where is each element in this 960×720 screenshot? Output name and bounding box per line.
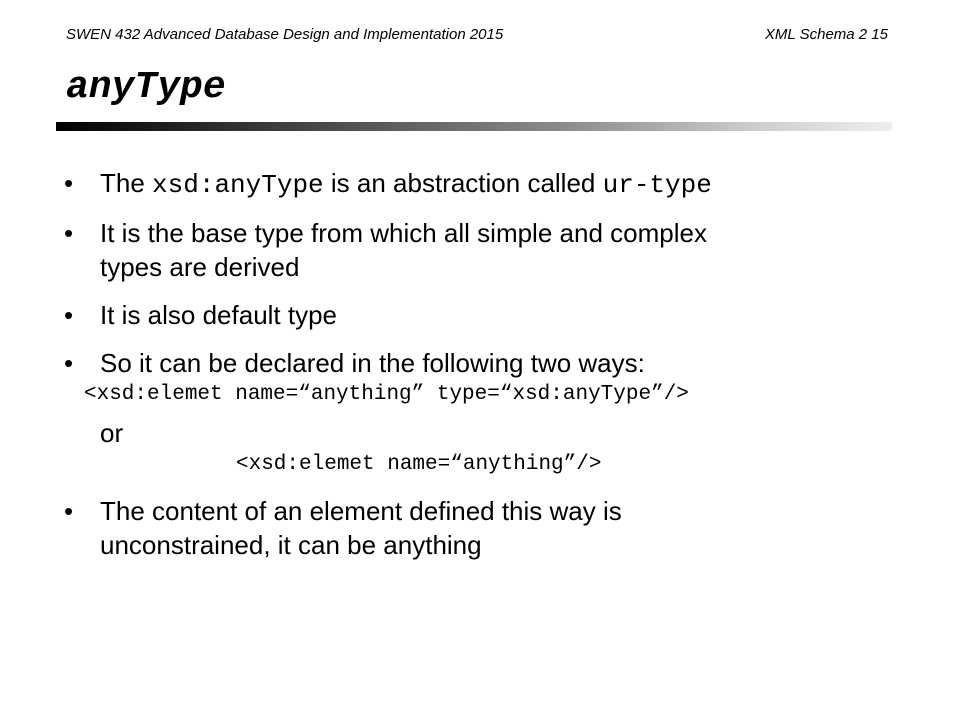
bullet-marker: • [64, 300, 74, 330]
bullet-text-line: unconstrained, it can be anything [100, 530, 482, 560]
bullet-item-unconstrained [64, 494, 894, 562]
bullet-item-base-type [64, 216, 894, 284]
code-anytype: xsd:anyType [152, 170, 324, 200]
bullet-item-anytype [64, 166, 894, 202]
bullet-text: So it can be declared in the following two ways: [100, 348, 645, 378]
code-example-without-type: <xsd:elemet name=“anything”/> [236, 453, 602, 476]
title-underline-rule [56, 122, 892, 131]
bullet-marker: • [64, 168, 74, 198]
bullet-text: is an abstraction called [323, 168, 603, 198]
code-example-with-type: <xsd:elemet name=“anything” type=“xsd:anyType”/> [84, 383, 689, 406]
slide-number-header: XML Schema 2 15 [764, 26, 888, 43]
or-text: or [100, 418, 124, 448]
bullet-marker: • [64, 348, 74, 378]
bullet-item-default-type [64, 298, 894, 332]
bullet-text-line: It is the base type from which all simple and complex [100, 218, 707, 248]
bullet-text-line: types are derived [100, 252, 300, 282]
bullet-marker: • [64, 496, 74, 526]
slide-title: anyType [66, 66, 226, 109]
bullet-text: The [100, 168, 153, 198]
code-ur-type: ur-type [602, 170, 712, 200]
bullet-list [64, 166, 894, 562]
bullet-marker: • [64, 218, 74, 248]
bullet-item-declaration [64, 346, 894, 380]
bullet-text-line: The content of an element defined this way is [100, 496, 622, 526]
course-header: SWEN 432 Advanced Database Design and Implementation 2015 [66, 26, 504, 43]
bullet-text: It is also default type [100, 300, 338, 330]
